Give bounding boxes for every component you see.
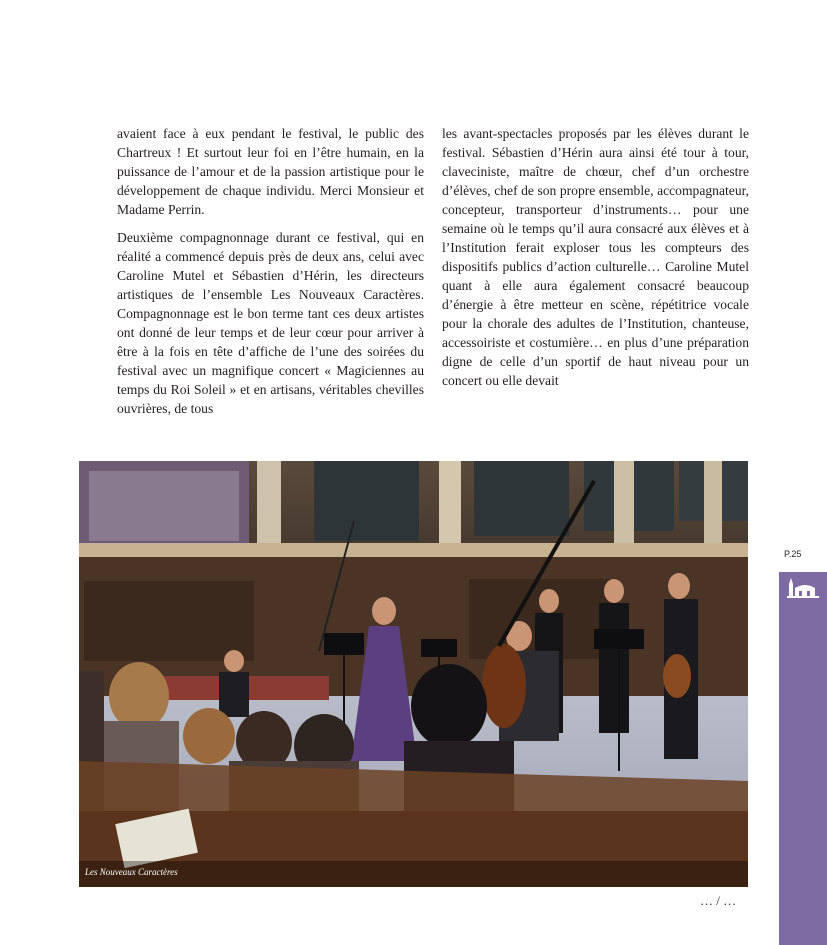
paragraph: les avant-spectacles proposés par les élèves durant le festival. Sébastien d’Hérin aura ainsi été tour à tour, claveciniste, maître de chœur, chef d’un orchestre d’élèves, chef de son propre ensemble, accompagnateur, concepteur, transporteur d’instruments… pour une semaine où le temps qu’il aura consacré aux élèves et à l’Institution ferait exploser tous les compteurs des dispositifs publics d’action culturelle… Caroline Mutel quant à elle aura également consacré beaucoup d’énergie à être metteur en scène, répétitrice vocale pour la chorale des adultes de l’Institution, chanteuse, accessoiriste et costumière… en plus d’une préparation digne de celle d’un sportif de haut niveau pour un concert ou elle devait — [442, 126, 749, 388]
side-color-band — [779, 572, 827, 945]
concert-photo-illustration — [79, 461, 748, 887]
continued-marker: … / … — [700, 893, 737, 908]
church-logo-icon — [785, 576, 821, 600]
concert-photo — [79, 461, 748, 887]
article-column-right — [442, 124, 749, 399]
paragraph: Deuxième compagnonnage durant ce festival, qui en réalité a commencé depuis près de deux ans, celui avec Caroline Mutel et Sébastien d’Hérin, les directeurs artistiques de l’ensemble Les Nouveaux Caractères. Compagnonnage est le bon terme tant ces deux artistes ont donné de leur temps et de leur cœur pour arriver à être à la fois en tête d’affiche de l’une des soirées du festival avec un magnifique concert « Magiciennes au temps du Roi Soleil » et en artisans, véritables chevilles ouvrières, de tous — [117, 230, 424, 416]
paragraph: avaient face à eux pendant le festival, le public des Chartreux ! Et surtout leur foi en l’être humain, en la puissance de l’amour et de la passion artistique pour le développement de chaque individu. Merci Monsieur et Madame Perrin. — [117, 126, 424, 217]
page-number: P.25 — [784, 549, 802, 559]
article-column-left — [117, 124, 424, 427]
photo-caption: Les Nouveaux Caractères — [85, 867, 178, 877]
